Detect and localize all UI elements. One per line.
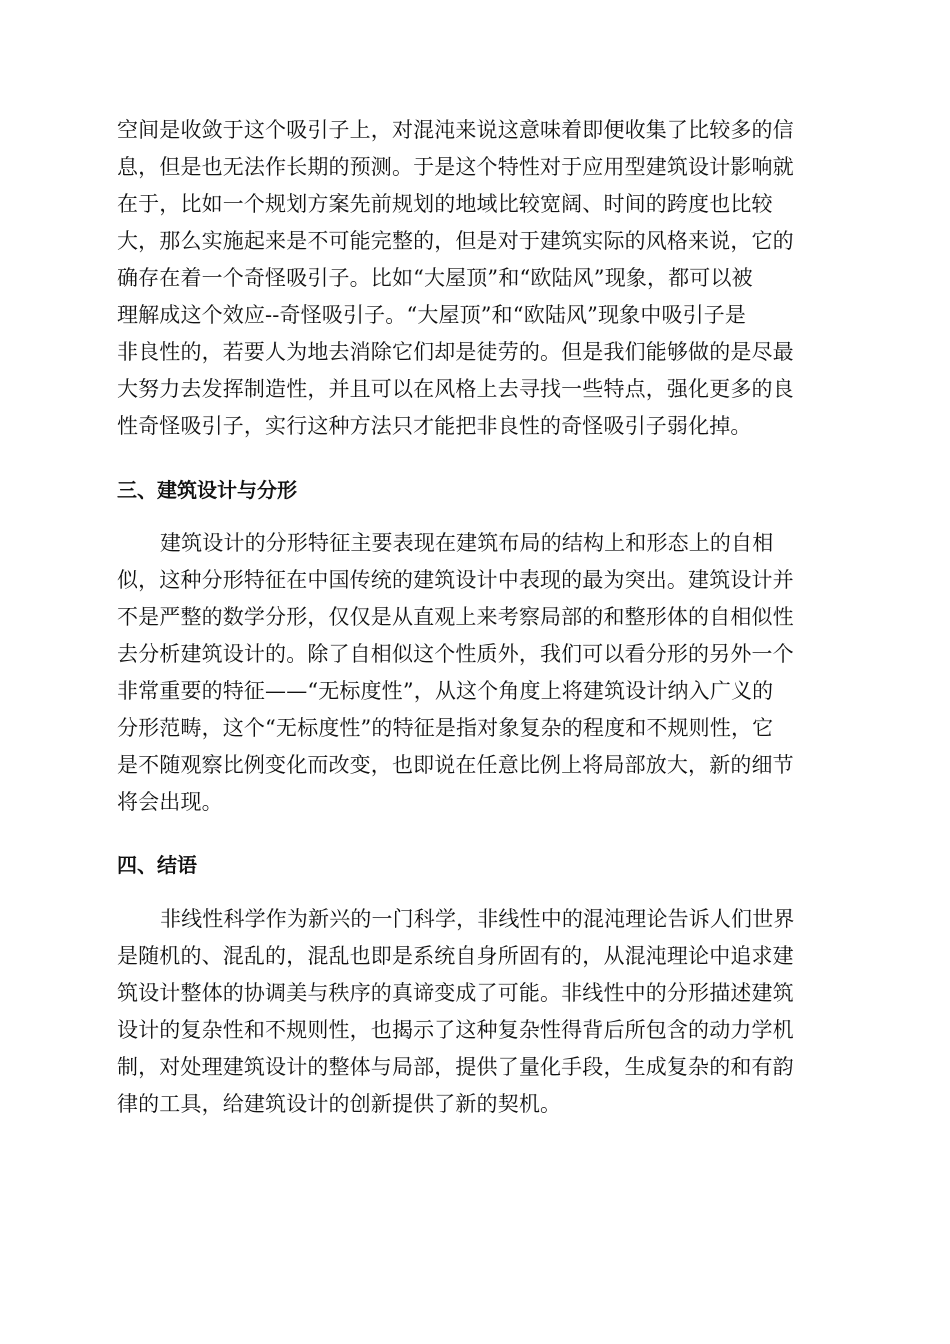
- paragraph-line: 大努力去发挥制造性，并且可以在风格上去寻找一些特点，强化更多的良: [117, 377, 794, 401]
- paragraph-line: 息，但是也无法作长期的预测。于是这个特性对于应用型建筑设计影响就: [117, 155, 794, 179]
- paragraph-line: 律的工具，给建筑设计的创新提供了新的契机。: [117, 1092, 562, 1116]
- paragraph-line: 大，那么实施起来是不可能完整的，但是对于建筑实际的风格来说，它的: [117, 229, 794, 253]
- paragraph-line: 确存在着一个奇怪吸引子。比如“大屋顶”和“欧陆风”现象，都可以被: [117, 266, 753, 290]
- paragraph-line: 制，对处理建筑设计的整体与局部，提供了量化手段，生成复杂的和有韵: [117, 1055, 794, 1079]
- paragraph-line: 分形范畴，这个“无标度性”的特征是指对象复杂的程度和不规则性，它: [117, 716, 774, 740]
- paragraph-line: 非线性科学作为新兴的一门科学，非线性中的混沌理论告诉人们世界: [160, 907, 795, 931]
- section-heading: 四、结语: [117, 853, 197, 877]
- paragraph-line: 是不随观察比例变化而改变，也即说在任意比例上将局部放大，新的细节: [117, 753, 794, 777]
- paragraph-line: 理解成这个效应--奇怪吸引子。“大屋顶”和“欧陆风”现象中吸引子是: [117, 303, 747, 327]
- paragraph-line: 性奇怪吸引子，实行这种方法只才能把非良性的奇怪吸引子弱化掉。: [117, 414, 752, 438]
- paragraph-line: 去分析建筑设计的。除了自相似这个性质外，我们可以看分形的另外一个: [117, 642, 794, 666]
- paragraph-line: 建筑设计的分形特征主要表现在建筑布局的结构上和形态上的自相: [160, 531, 774, 555]
- paragraph-line: 在于，比如一个规划方案先前规划的地域比较宽阔、时间的跨度也比较: [117, 192, 773, 216]
- paragraph-line: 非常重要的特征——“无标度性”，从这个角度上将建筑设计纳入广义的: [117, 679, 774, 703]
- paragraph-line: 非良性的，若要人为地去消除它们却是徒劳的。但是我们能够做的是尽最: [117, 340, 794, 364]
- paragraph-line: 筑设计整体的协调美与秩序的真谛变成了可能。非线性中的分形描述建筑: [117, 981, 794, 1005]
- paragraph-line: 设计的复杂性和不规则性，也揭示了这种复杂性得背后所包含的动力学机: [117, 1018, 794, 1042]
- section-heading: 三、建筑设计与分形: [117, 478, 297, 502]
- paragraph-line: 是随机的、混乱的，混乱也即是系统自身所固有的，从混沌理论中追求建: [117, 944, 794, 968]
- paragraph-line: 空间是收敛于这个吸引子上，对混沌来说这意味着即便收集了比较多的信: [117, 118, 794, 142]
- paragraph-line: 将会出现。: [117, 790, 223, 814]
- paragraph-line: 似，这种分形特征在中国传统的建筑设计中表现的最为突出。建筑设计并: [117, 568, 794, 592]
- paragraph-line: 不是严整的数学分形，仅仅是从直观上来考察局部的和整形体的自相似性: [117, 605, 794, 629]
